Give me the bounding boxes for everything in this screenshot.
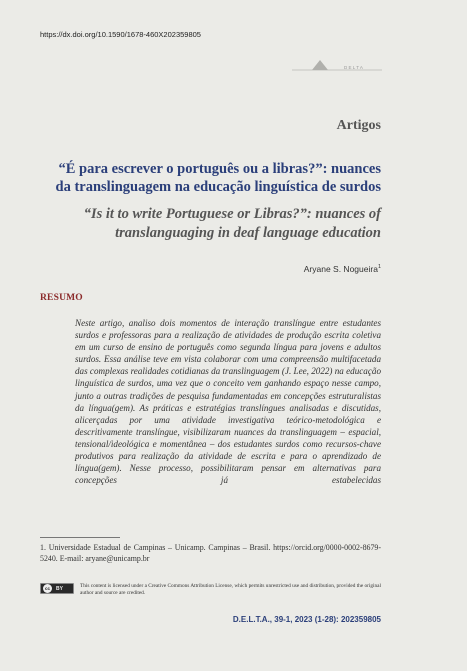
logo-text: D E L T A: [344, 65, 363, 70]
section-label: Artigos: [336, 118, 381, 133]
by-label: BY: [56, 585, 63, 592]
delta-logo-icon: [292, 57, 382, 79]
cc-icon: cc: [44, 586, 50, 591]
author-line: [304, 264, 381, 274]
license-block: [40, 583, 381, 597]
abstract-heading: RESUMO: [40, 293, 83, 303]
journal-reference: D.E.L.T.A., 39-1, 2023 (1-28): 202359805: [232, 615, 381, 624]
author-name: Aryane S. Nogueira: [303, 264, 378, 274]
footnote-text: 1. Universidade Estadual de Campinas – Unicamp. Campinas – Brasil. https://orcid.org/0000-0002-8679-5240. E-mail: aryane@unicamp.br: [40, 543, 381, 563]
license-text: This content is licensed under a Creative Commons Attribution License, which permits unrestricted use and distribution, provided the original author and source are credited.: [80, 583, 381, 596]
footnote-marker[interactable]: 1: [377, 264, 381, 271]
article-title-pt: “É para escrever o português ou a libras?”: nuances da translinguagem na educação linguística de surdos: [55, 161, 381, 195]
abstract-text: Neste artigo, analiso dois momentos de interação translíngue entre estudantes surdos e professoras para a realização de atividades de produção escrita coletiva em um curso de ensino de português como segunda língua para jovens e adultos surdos. Essa análise teve em vista colaborar com uma compreensão multifacetada das complexas realidades cotidianas da translinguagem (J. Lee, 2022) na educação linguística de surdos, uma vez que o conceito vem ganhando espaço nesse campo, junto a outras tradições de pesquisa fundamentadas em concepções estruturalistas da língua(gem). As práticas e estratégias translíngues analisadas e discutidas, alicerçadas por uma atividade investigativa teórico-metodológica e descritivamente translíngue, visibilizaram nuances da translinguagem – espacial, tensional/ideológica e momentânea – dos estudantes surdos como recursos-chave produtivos para realização da atividade de escrita e para o aprendizado de língua(gem). Nesse processo, possibilitaram pensar em alternativas para concepções já estabelecidas: [75, 318, 381, 486]
footnote-divider: [40, 537, 120, 538]
journal-logo: [292, 57, 382, 79]
doi-link[interactable]: https://dx.doi.org/10.1590/1678-460X202359805: [40, 30, 201, 39]
article-title-en: “Is it to write Portuguese or Libras?”: nuances of translanguaging in deaf language education: [83, 206, 381, 241]
cc-by-badge[interactable]: [40, 583, 74, 594]
